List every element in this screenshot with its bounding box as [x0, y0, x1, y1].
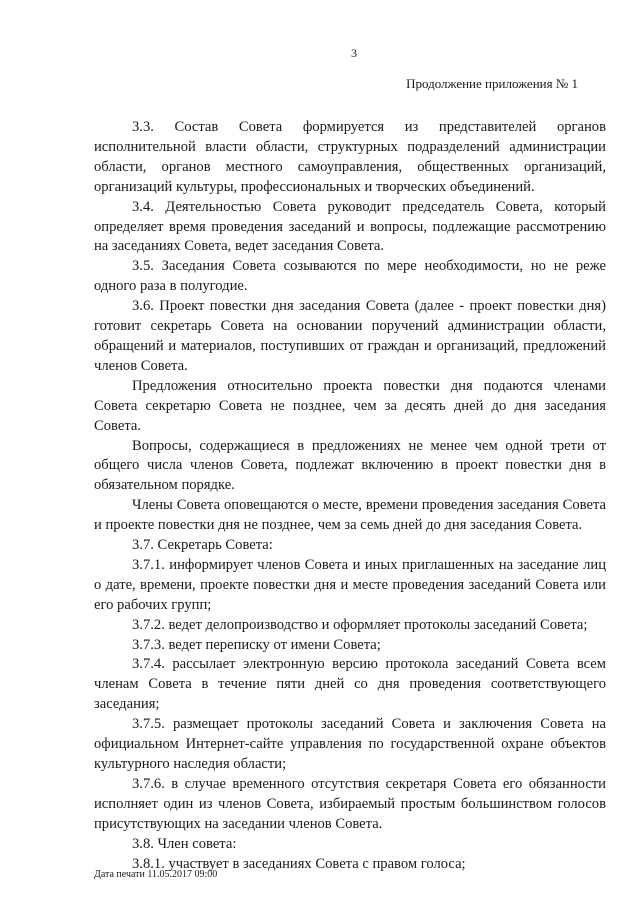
paragraph-3-7-6: 3.7.6. в случае временного отсутствия секретаря Совета его обязанности исполняет один из членов Совета, избираемый простым большинством голосов присутствующих на заседании членов Совета.	[94, 775, 606, 832]
paragraph-3-5: 3.5. Заседания Совета созываются по мере необходимости, но не реже одного раза в полугодие.	[94, 258, 606, 295]
paragraph-3-7-3: 3.7.3. ведет переписку от имени Совета;	[132, 636, 381, 653]
paragraph-notification: Члены Совета оповещаются о месте, времени проведения заседания Совета и проекте повестки дня не позднее, чем за семь дней до дня заседания Совета.	[94, 497, 606, 534]
document-body	[94, 118, 606, 874]
paragraph-questions: Вопросы, содержащиеся в предложениях не менее чем одной трети от общего числа членов Совета, подлежат включению в проект повестки дня в обязательном порядке.	[94, 437, 606, 494]
paragraph-proposals: Предложения относительно проекта повестки дня подаются членами Совета секретарю Совета не позднее, чем за десять дней до дня заседания Совета.	[94, 377, 606, 434]
paragraph-3-7: 3.7. Секретарь Совета:	[132, 537, 273, 554]
paragraph-3-6: 3.6. Проект повестки дня заседания Совета (далее - проект повестки дня) готовит секретарь Совета на основании поручений администрации области, обращений и материалов, поступивших от граждан и организаций, предложений членов Совета.	[94, 298, 606, 374]
paragraph-3-7-2: 3.7.2. ведет делопроизводство и оформляет протоколы заседаний Совета;	[132, 616, 588, 633]
paragraph-3-8-1: 3.8.1. участвует в заседаниях Совета с правом голоса;	[132, 855, 466, 872]
paragraph-3-7-4: 3.7.4. рассылает электронную версию протокола заседаний Совета всем членам Совета в течение пяти дней со дня проведения соответствующего заседания;	[94, 656, 606, 713]
paragraph-3-8: 3.8. Член совета:	[132, 835, 237, 852]
paragraph-3-4: 3.4. Деятельностью Совета руководит председатель Совета, который определяет время проведения заседаний и вопросы, подлежащие рассмотрению на заседаниях Совета, ведет заседания Совета.	[94, 198, 606, 255]
appendix-heading: Продолжение приложения № 1	[406, 76, 578, 91]
paragraph-3-7-5: 3.7.5. размещает протоколы заседаний Совета и заключения Совета на официальном Интернет-сайте управления по государственной охране объектов культурного наследия области;	[94, 716, 606, 772]
print-date: Дата печати 11.05.2017 09:00	[94, 869, 218, 880]
page-number: 3	[351, 46, 357, 60]
paragraph-3-7-1: 3.7.1. информирует членов Совета и иных приглашенных на заседание лиц о дате, времени, проекте повестки дня и месте проведения заседаний Совета или его рабочих групп;	[94, 556, 606, 613]
paragraph-3-3: 3.3. Состав Совета формируется из представителей органов исполнительной власти области, структурных подразделений администрации области, органов местного самоуправления, общественных организаций, организаций культуры, профессиональных и творческих объединений.	[94, 119, 606, 195]
